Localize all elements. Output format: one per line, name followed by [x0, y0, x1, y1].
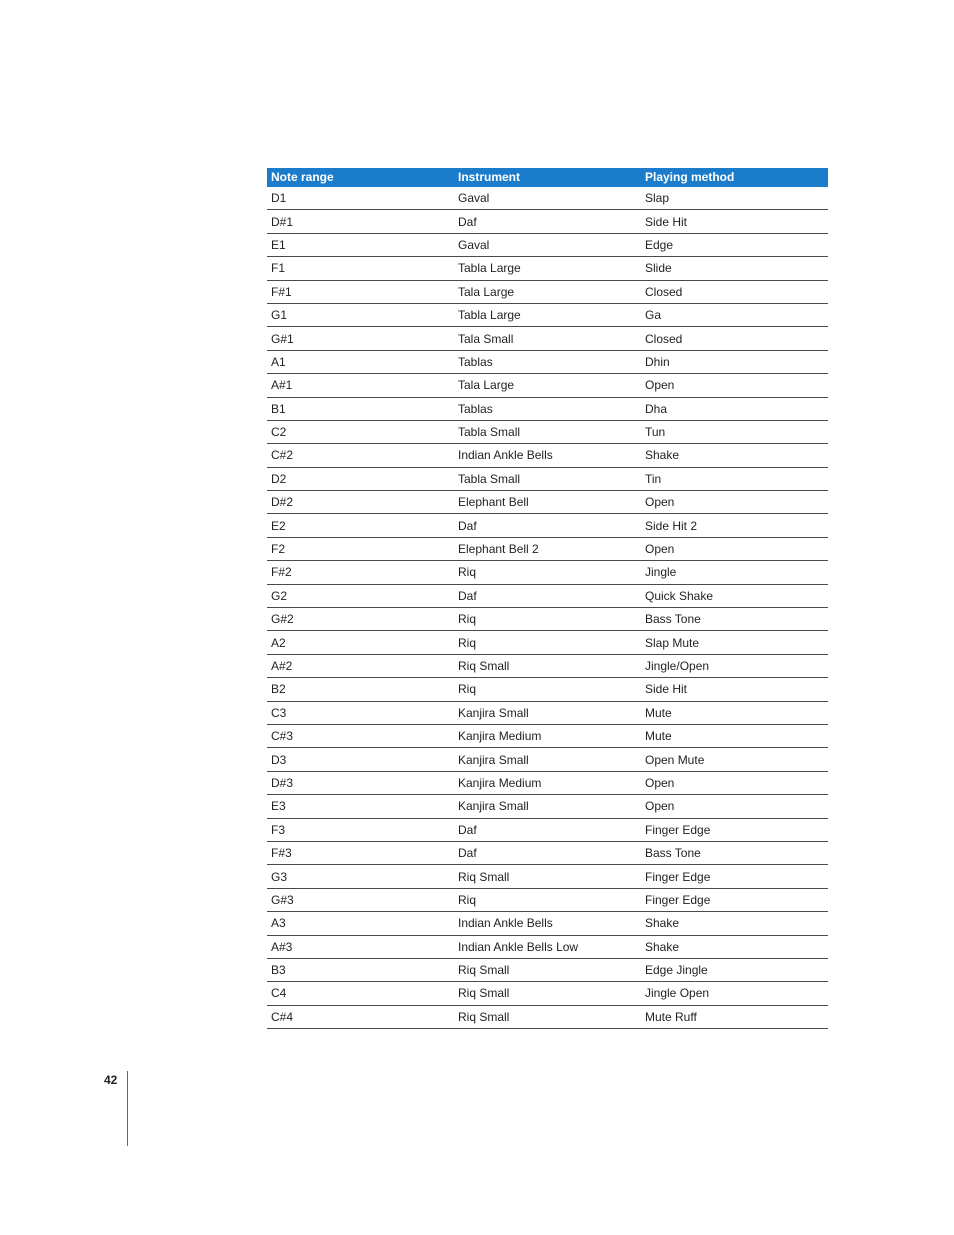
cell-note-range: F1 — [267, 257, 454, 280]
table-header-row — [267, 168, 828, 187]
cell-note-range: E2 — [267, 514, 454, 537]
cell-playing-method: Jingle/Open — [641, 654, 828, 677]
table-row — [267, 888, 828, 911]
cell-instrument: Riq Small — [454, 1005, 641, 1028]
cell-instrument: Kanjira Medium — [454, 724, 641, 747]
table-row — [267, 982, 828, 1005]
cell-instrument: Indian Ankle Bells Low — [454, 935, 641, 958]
table-row — [267, 420, 828, 443]
table-row — [267, 678, 828, 701]
table-row — [267, 654, 828, 677]
cell-instrument: Daf — [454, 818, 641, 841]
cell-playing-method: Edge — [641, 233, 828, 256]
cell-playing-method: Tin — [641, 467, 828, 490]
cell-note-range: E3 — [267, 795, 454, 818]
cell-playing-method: Finger Edge — [641, 865, 828, 888]
cell-note-range: A2 — [267, 631, 454, 654]
column-header-note-range: Note range — [267, 168, 454, 187]
table-row — [267, 1005, 828, 1028]
cell-instrument: Riq Small — [454, 865, 641, 888]
table-row — [267, 912, 828, 935]
table-row — [267, 701, 828, 724]
cell-note-range: G#2 — [267, 608, 454, 631]
cell-note-range: B3 — [267, 958, 454, 981]
cell-playing-method: Edge Jingle — [641, 958, 828, 981]
table-row — [267, 233, 828, 256]
table-body — [267, 187, 828, 1029]
cell-playing-method: Tun — [641, 420, 828, 443]
cell-instrument: Kanjira Small — [454, 748, 641, 771]
table-row — [267, 257, 828, 280]
cell-playing-method: Open — [641, 537, 828, 560]
page-number: 42 — [104, 1073, 118, 1087]
cell-note-range: G1 — [267, 303, 454, 326]
cell-playing-method: Dha — [641, 397, 828, 420]
cell-note-range: D#2 — [267, 491, 454, 514]
table-row — [267, 935, 828, 958]
cell-playing-method: Side Hit — [641, 210, 828, 233]
cell-instrument: Tala Small — [454, 327, 641, 350]
table-row — [267, 350, 828, 373]
table-row — [267, 841, 828, 864]
note-mapping-table — [267, 168, 828, 1029]
cell-note-range: C4 — [267, 982, 454, 1005]
cell-instrument: Kanjira Medium — [454, 771, 641, 794]
cell-note-range: A#2 — [267, 654, 454, 677]
table-row — [267, 374, 828, 397]
cell-instrument: Daf — [454, 210, 641, 233]
table-row — [267, 514, 828, 537]
cell-instrument: Elephant Bell — [454, 491, 641, 514]
table-row — [267, 865, 828, 888]
cell-playing-method: Open — [641, 491, 828, 514]
table-row — [267, 397, 828, 420]
table-row — [267, 210, 828, 233]
table-row — [267, 444, 828, 467]
cell-playing-method: Open — [641, 795, 828, 818]
cell-instrument: Riq — [454, 678, 641, 701]
cell-playing-method: Side Hit 2 — [641, 514, 828, 537]
cell-playing-method: Shake — [641, 912, 828, 935]
cell-playing-method: Bass Tone — [641, 841, 828, 864]
cell-playing-method: Shake — [641, 444, 828, 467]
column-header-playing-method: Playing method — [641, 168, 828, 187]
cell-note-range: D#1 — [267, 210, 454, 233]
cell-playing-method: Open — [641, 771, 828, 794]
cell-instrument: Indian Ankle Bells — [454, 444, 641, 467]
cell-instrument: Tabla Small — [454, 467, 641, 490]
table-row — [267, 584, 828, 607]
cell-playing-method: Slide — [641, 257, 828, 280]
cell-instrument: Kanjira Small — [454, 701, 641, 724]
cell-playing-method: Jingle — [641, 561, 828, 584]
cell-note-range: F#3 — [267, 841, 454, 864]
cell-note-range: D3 — [267, 748, 454, 771]
cell-playing-method: Slap — [641, 187, 828, 210]
cell-instrument: Tabla Large — [454, 257, 641, 280]
cell-note-range: F#1 — [267, 280, 454, 303]
cell-instrument: Tabla Large — [454, 303, 641, 326]
cell-note-range: D2 — [267, 467, 454, 490]
cell-playing-method: Finger Edge — [641, 818, 828, 841]
cell-note-range: F3 — [267, 818, 454, 841]
table-row — [267, 724, 828, 747]
cell-note-range: A1 — [267, 350, 454, 373]
cell-note-range: A3 — [267, 912, 454, 935]
cell-note-range: F2 — [267, 537, 454, 560]
cell-instrument: Riq Small — [454, 654, 641, 677]
cell-playing-method: Side Hit — [641, 678, 828, 701]
cell-note-range: B2 — [267, 678, 454, 701]
cell-note-range: C2 — [267, 420, 454, 443]
cell-instrument: Tala Large — [454, 374, 641, 397]
cell-instrument: Riq Small — [454, 958, 641, 981]
cell-playing-method: Bass Tone — [641, 608, 828, 631]
cell-note-range: C3 — [267, 701, 454, 724]
cell-instrument: Riq — [454, 888, 641, 911]
cell-instrument: Tablas — [454, 397, 641, 420]
cell-note-range: G3 — [267, 865, 454, 888]
cell-note-range: A#1 — [267, 374, 454, 397]
cell-note-range: G#3 — [267, 888, 454, 911]
table-row — [267, 958, 828, 981]
table-row — [267, 561, 828, 584]
cell-instrument: Riq Small — [454, 982, 641, 1005]
cell-note-range: E1 — [267, 233, 454, 256]
cell-instrument: Tablas — [454, 350, 641, 373]
cell-instrument: Kanjira Small — [454, 795, 641, 818]
table-row — [267, 303, 828, 326]
cell-instrument: Gaval — [454, 187, 641, 210]
cell-playing-method: Quick Shake — [641, 584, 828, 607]
cell-playing-method: Jingle Open — [641, 982, 828, 1005]
table-row — [267, 491, 828, 514]
table-row — [267, 748, 828, 771]
cell-note-range: G#1 — [267, 327, 454, 350]
cell-instrument: Riq — [454, 631, 641, 654]
cell-playing-method: Mute — [641, 724, 828, 747]
column-header-instrument: Instrument — [454, 168, 641, 187]
cell-instrument: Tala Large — [454, 280, 641, 303]
cell-note-range: F#2 — [267, 561, 454, 584]
cell-instrument: Indian Ankle Bells — [454, 912, 641, 935]
cell-note-range: G2 — [267, 584, 454, 607]
cell-playing-method: Ga — [641, 303, 828, 326]
table-row — [267, 795, 828, 818]
cell-playing-method: Open Mute — [641, 748, 828, 771]
cell-playing-method: Mute — [641, 701, 828, 724]
cell-note-range: C#2 — [267, 444, 454, 467]
table-row — [267, 467, 828, 490]
cell-instrument: Daf — [454, 514, 641, 537]
table-row — [267, 327, 828, 350]
cell-playing-method: Shake — [641, 935, 828, 958]
table-row — [267, 187, 828, 210]
cell-instrument: Daf — [454, 841, 641, 864]
cell-note-range: D#3 — [267, 771, 454, 794]
table-row — [267, 280, 828, 303]
cell-playing-method: Closed — [641, 280, 828, 303]
margin-rule — [127, 1071, 128, 1146]
cell-playing-method: Dhin — [641, 350, 828, 373]
cell-instrument: Riq — [454, 608, 641, 631]
table-row — [267, 537, 828, 560]
table-row — [267, 771, 828, 794]
cell-note-range: B1 — [267, 397, 454, 420]
table-row — [267, 631, 828, 654]
cell-note-range: D1 — [267, 187, 454, 210]
cell-instrument: Gaval — [454, 233, 641, 256]
cell-note-range: A#3 — [267, 935, 454, 958]
cell-playing-method: Slap Mute — [641, 631, 828, 654]
table-row — [267, 818, 828, 841]
cell-playing-method: Finger Edge — [641, 888, 828, 911]
table-row — [267, 608, 828, 631]
cell-instrument: Daf — [454, 584, 641, 607]
cell-instrument: Riq — [454, 561, 641, 584]
cell-playing-method: Closed — [641, 327, 828, 350]
cell-instrument: Tabla Small — [454, 420, 641, 443]
cell-playing-method: Mute Ruff — [641, 1005, 828, 1028]
cell-instrument: Elephant Bell 2 — [454, 537, 641, 560]
cell-note-range: C#3 — [267, 724, 454, 747]
cell-playing-method: Open — [641, 374, 828, 397]
cell-note-range: C#4 — [267, 1005, 454, 1028]
